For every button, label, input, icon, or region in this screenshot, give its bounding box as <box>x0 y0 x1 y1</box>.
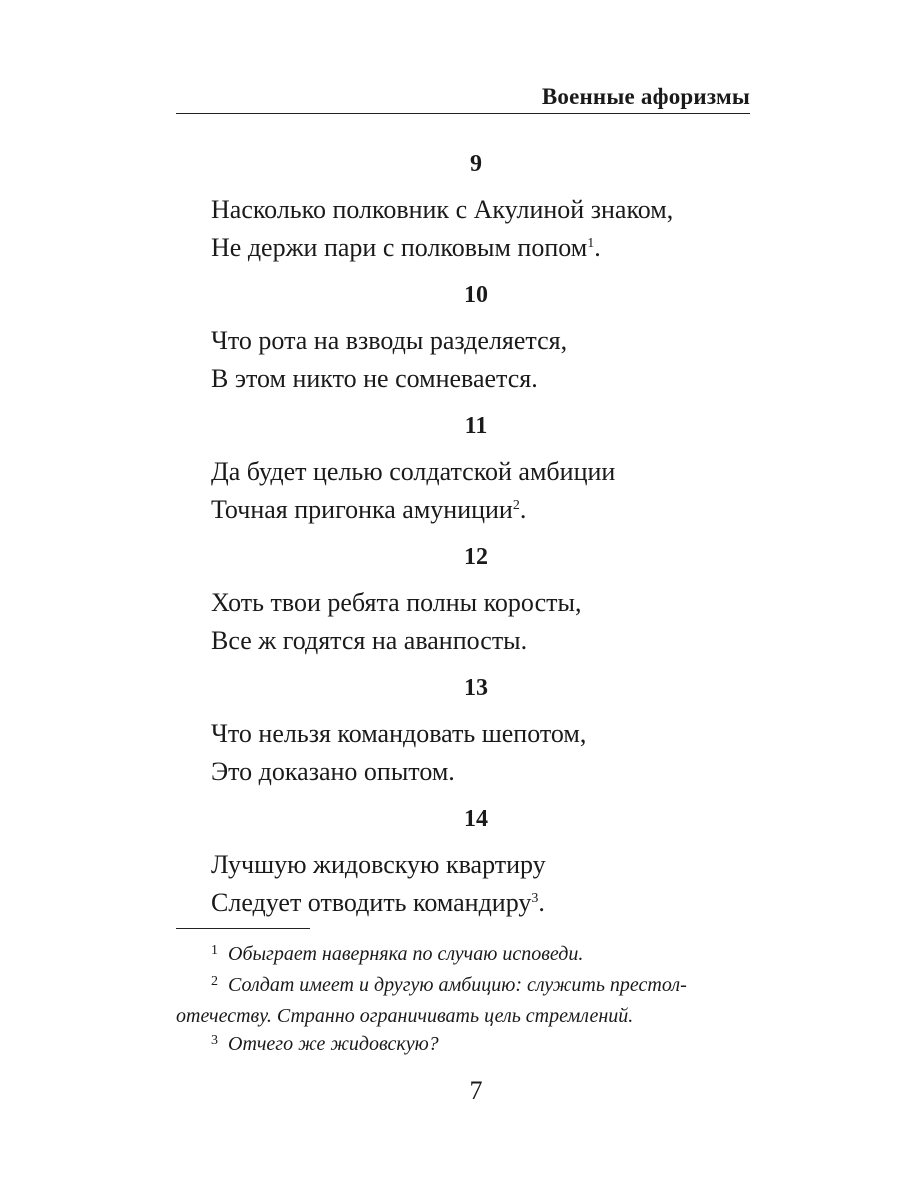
poem-11 <box>0 410 900 541</box>
poem-line-1: Да будет целью солдатской амбиции <box>211 457 616 486</box>
poem-12 <box>0 541 900 672</box>
poem-10 <box>0 279 900 410</box>
poem-line-2 <box>211 886 545 920</box>
footnote-rule <box>176 928 310 929</box>
poem-line-1: Что рота на взводы разделяется, <box>211 326 568 355</box>
poem-line-2-text: Это доказано опытом. <box>211 757 455 786</box>
footnote-mark: 1 <box>211 943 218 958</box>
poem-number: 13 <box>464 675 488 701</box>
poem-line-2 <box>211 362 538 396</box>
poem-line-2-text: В этом никто не сомневается. <box>211 364 538 393</box>
footnotes <box>176 940 750 1061</box>
poem-line-2-end: . <box>519 495 527 524</box>
poem-number: 9 <box>470 151 482 177</box>
poem-line-2 <box>211 231 601 265</box>
poem-line-2-text: Точная пригонка амуниции <box>211 495 513 524</box>
footnote-3 <box>176 1030 750 1061</box>
poem-line-2-text: Не держи пари с полковым попом <box>211 233 588 262</box>
poem-9 <box>0 148 900 279</box>
footnote-text: Отчего же жидовскую? <box>228 1033 439 1055</box>
footnote-text: Обыграет наверняка по случаю исповеди. <box>228 943 584 965</box>
poem-line-2-end: . <box>538 888 545 917</box>
footnote-ref-3[interactable]: 3 <box>531 891 539 906</box>
poem-number: 14 <box>464 806 488 832</box>
page-number: 7 <box>469 1076 483 1105</box>
footnote-2 <box>176 971 750 1030</box>
poem-14 <box>0 803 900 934</box>
poem-line-2-text: Следует отводить командиру <box>211 888 532 917</box>
poem-line-1: Насколько полковник с Акулиной знаком, <box>211 195 674 224</box>
footnote-mark: 3 <box>211 1033 218 1048</box>
footnote-1 <box>176 940 750 971</box>
footnote-text: Солдат имеет и другую амбицию: служить престол-отечеству. Странно ограничивать цель стремлений. <box>176 974 687 1027</box>
header-rule <box>176 113 750 114</box>
poem-line-1: Лучшую жидовскую квартиру <box>211 850 546 879</box>
poem-line-1: Что нельзя командовать шепотом, <box>211 719 587 748</box>
footnote-ref-1[interactable]: 1 <box>587 236 595 251</box>
poem-list <box>0 148 900 934</box>
poem-line-1: Хоть твои ребята полны коросты, <box>211 588 582 617</box>
poem-line-2-end: . <box>594 233 601 262</box>
poem-number: 10 <box>464 282 488 308</box>
poem-line-2 <box>211 624 527 658</box>
running-head: Военные афоризмы <box>541 84 750 109</box>
poem-line-2-text: Все ж годятся на аванпосты. <box>211 626 528 655</box>
poem-number: 11 <box>464 413 488 439</box>
footnote-mark: 2 <box>211 974 218 989</box>
footnote-ref-2[interactable]: 2 <box>512 498 520 513</box>
poem-line-2 <box>211 755 455 789</box>
poem-13 <box>0 672 900 803</box>
poem-number: 12 <box>464 544 488 570</box>
poem-line-2 <box>211 493 526 527</box>
